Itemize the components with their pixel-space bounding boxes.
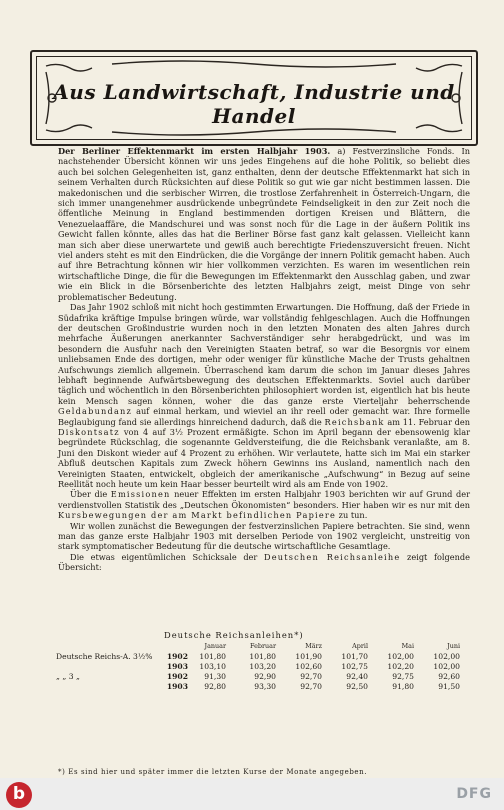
- price-cell: 91,80: [392, 682, 414, 691]
- dfg-logo[interactable]: DFG: [456, 786, 492, 802]
- price-cell: 92,70: [300, 672, 322, 681]
- row-year: 1902: [166, 672, 188, 681]
- price-cell: 103,10: [199, 662, 226, 671]
- price-cell: 92,50: [346, 682, 368, 691]
- price-cell: 102,00: [433, 652, 460, 661]
- row-label: Deutsche Reichs-A. 3½%: [56, 652, 153, 661]
- row-year: 1902: [166, 652, 188, 661]
- emphasis-reichsbank: Reichsbank: [324, 416, 385, 427]
- paragraph-3-text: Über die: [70, 489, 108, 500]
- month-header: Februar: [250, 642, 276, 650]
- paragraph-3: [58, 489, 470, 520]
- paragraph-3-text-c: zu tun.: [336, 510, 368, 521]
- row-year: 1903: [166, 662, 188, 671]
- paragraph-2-text: Das Jahr 1902 schloß mit nicht hoch gestimmten Erwartungen. Die Hoffnung, daß der Friede in Südafrika kräftige Impulse bringen würde, war vollständig fehlgeschlagen. Auch die Hoffnungen der deutschen Großindustrie wurden noch in den letzten Monaten des alten Jahres durch mehrfache Äußerungen anerkannter Sachverständiger sehr herabgedrückt, und was im besondern die Ausfuhr nach den Vereinigten Staaten betraf, so war die Besorgnis vor einem unliebsamen Ende des dortigen, mehr oder weniger für künstliche Mache der Trusts gehaltnen Aufschwungs ziemlich allgemein. Überraschend kam darum die schon im Januar dieses Jahres lebhaft beginnende Aufwärtsbewegung des deutschen Effektenmarkts. Soviel auch darüber täglich und wöchentlich in den Börsenberichten philosophiert worden ist, eigentlich hat bis heute kein Mensch sagen können, woher die das ganze erste Vierteljahr beherrschende: [58, 302, 470, 406]
- emphasis-geldabundanz: Geldabundanz: [58, 406, 133, 417]
- price-cell: 91,50: [438, 682, 460, 691]
- price-cell: 92,80: [204, 682, 226, 691]
- row-year: 1903: [166, 682, 188, 691]
- price-cell: 92,40: [346, 672, 368, 681]
- table-row: [56, 682, 476, 692]
- paragraph-2-text-c: am 11. Februar den: [384, 416, 470, 427]
- paragraph-1-text: a) Festverzinsliche Fonds. In nachstehender Übersicht können wir uns jedes Eingehens auf die hohe Politik, so beliebt dies auch bei solchen Gelegenheiten ist, ganz enthalten, denn der deutsche Effektenmarkt hat sich in seinem Verhalten durch Rücksichten auf diese Politik so gut wie gar nicht bestimmen lassen. Die makedonischen und die serbischer Wirren, die trostlose Zerfahrenheit in Österreich-Ungarn, die sich immer unangenehmer ausdrückende unbegründete Feindseligkeit in den zur Zeit noch die öffentliche Meinung in England bestimmenden dortigen Kreisen und Blättern, die Venezuelaaffäre, die Mandschurei und was sonst noch für die Lage in der äußern Politik ins Gewicht fallen könnte, alles das hat die Berliner Börse fast ganz kalt gelassen. Vielleicht kann man sich aber diese unerwartete und gewiß auch berechtigte Friedenszuversicht freuen. Nicht viel anders steht es mit den Eindrücken, die die Vorgänge der innern Politik gemacht haben. Auch auf ihre Betrachtung können wir hier vollkommen verzichten. Es waren im wesentlichen rein wirtschaftliche Dinge, die für die Bewegungen im Effektenmarkt den Ausschlag gaben, und zwar wie ein Blick in die Börsenberichte des letzten Halbjahrs zeigt, meist Dinge von sehr problematischer Bedeutung.: [58, 146, 470, 302]
- price-cell: 102,00: [433, 662, 460, 671]
- table-row: [56, 672, 476, 682]
- paragraph-2: [58, 302, 470, 489]
- row-label: „ „ 3 „: [56, 672, 80, 681]
- paragraph-5: [58, 552, 470, 573]
- price-cell: 102,75: [341, 662, 368, 671]
- emphasis-kursbewegungen: Kursbewegungen der am Markt befindlichen Papiere: [58, 510, 337, 521]
- table-title: Deutsche Reichsanleihen*): [164, 630, 304, 640]
- paragraph-5-text-b: zeigt folgende Übersicht:: [58, 551, 470, 573]
- emphasis-reichsanleihe: Deutschen Reichsanleihe: [263, 551, 401, 562]
- table-row: [56, 662, 476, 672]
- price-cell: 101,80: [249, 652, 276, 661]
- footnote: *) Es sind hier und später immer die letzten Kurse der Monate angegeben.: [58, 768, 368, 776]
- article-body: [58, 146, 470, 573]
- paragraph-2-text-b: auf einmal herkam, und wieviel an ihr reell oder gemacht war. Ihre formelle Beglaubigung fand sie allerdings hinreichend dadurch, daß die: [58, 406, 470, 427]
- price-cell: 102,20: [387, 662, 414, 671]
- paragraph-2-text-d: von 4 auf 3½ Prozent ermäßigte. Schon im April begann der ebensowenig klar begründete Rückschlag, die sogenannte Geldversteifung, die die Reichsbank veranlaßte, am 8. Juni den Diskont wieder auf 4 Prozent zu erhöhen. Wir verlautete, hatte sich im Mai ein starker Abfluß deutschen Kapitals zum Zweck höhern Gewinns ins Ausland, namentlich nach den Vereinigten Staaten, entwickelt, obgleich der amerikanische „Aufschwung“ in Bezug auf seine Reellität noch heute um kein Haar besser beurteilt wird als am Ende von 1902.: [58, 426, 470, 489]
- month-header: Januar: [204, 642, 226, 650]
- section-banner: [30, 50, 478, 146]
- banner-title: Aus Landwirtschaft, Industrie und Handel: [53, 80, 455, 128]
- price-cell: 92,70: [300, 682, 322, 691]
- price-cell: 102,60: [295, 662, 322, 671]
- month-header: April: [352, 642, 368, 650]
- emphasis-diskontsatz: Diskontsatz: [58, 426, 120, 437]
- article-heading: Der Berliner Effektenmarkt im ersten Halbjahr 1903.: [58, 146, 331, 156]
- price-cell: 101,80: [199, 652, 226, 661]
- paragraph-1: [58, 146, 470, 302]
- price-cell: 92,60: [438, 672, 460, 681]
- price-cell: 101,70: [341, 652, 368, 661]
- price-cell: 93,30: [254, 682, 276, 691]
- table-row: [56, 652, 476, 662]
- emphasis-emissionen: Emissionen: [110, 489, 171, 500]
- price-cell: 103,20: [249, 662, 276, 671]
- paragraph-5-text: Die etwas eigentümlichen Schicksale der: [70, 551, 258, 562]
- price-cell: 91,30: [204, 672, 226, 681]
- month-header: Juni: [447, 642, 460, 650]
- paragraph-4: Wir wollen zunächst die Bewegungen der festverzinslichen Papiere betrachten. Sie sind, wenn man das ganze erste Halbjahr 1903 mit derselben Periode von 1902 vergleicht, unstreitig von stark symptomatischer Bedeutung für die deutsche wirtschaftliche Gesamtlage.: [58, 520, 470, 552]
- table-header-row: [56, 642, 476, 652]
- paragraph-3-text-b: neuer Effekten im ersten Halbjahr 1903 berichten wir auf Grund der verdienstvollen Statistik des „Deutschen Ökonomisten“ besonders. Hier haben wir es nur mit den: [58, 489, 471, 510]
- library-logo-icon[interactable]: b: [6, 782, 32, 808]
- price-cell: 102,00: [387, 652, 414, 661]
- month-header: Mai: [401, 642, 414, 650]
- month-header: März: [305, 642, 322, 650]
- price-cell: 92,75: [392, 672, 414, 681]
- price-cell: 101,90: [295, 652, 322, 661]
- price-cell: 92,90: [254, 672, 276, 681]
- viewer-footer-bar: [0, 778, 504, 810]
